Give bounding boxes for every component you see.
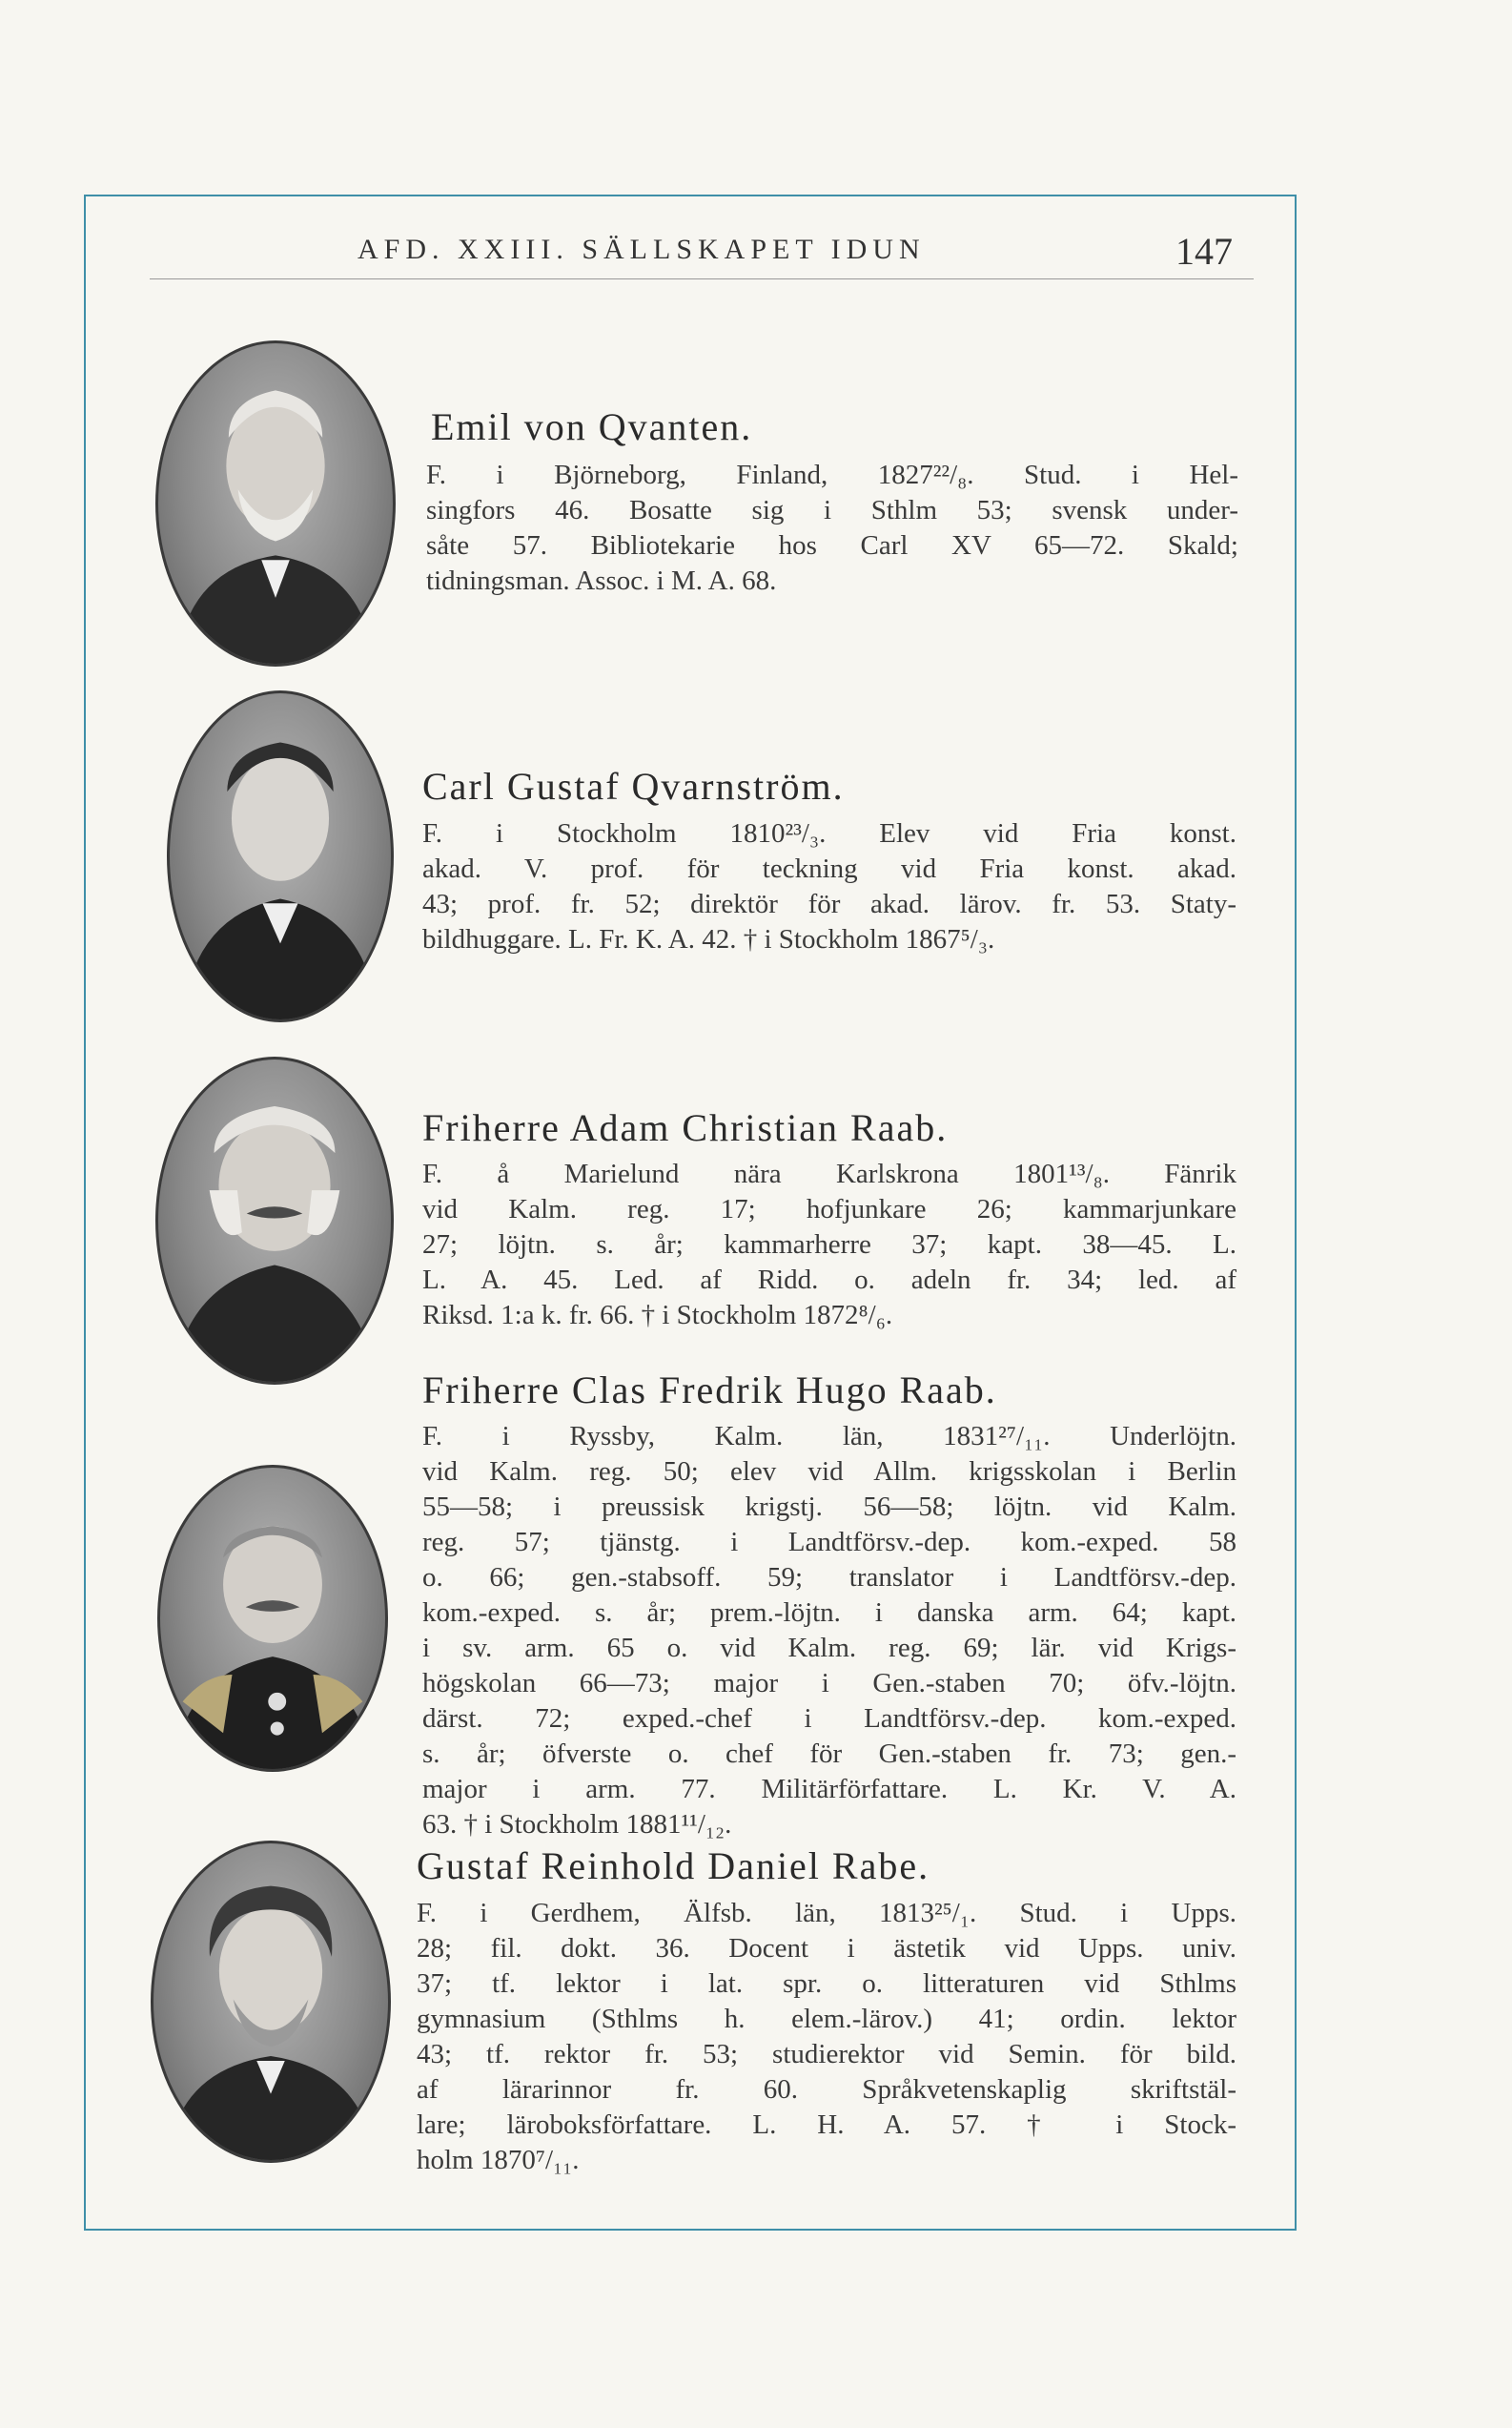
- bio-line: Riksd. 1:a k. fr. 66. † i Stockholm 1872⁸/₆.: [422, 1300, 893, 1330]
- portrait-photo-icon: [155, 1057, 394, 1385]
- page-number: 147: [1175, 230, 1233, 273]
- bio-line: tidningsman. Assoc. i M. A. 68.: [426, 566, 777, 596]
- entry-biography: [422, 1419, 1236, 1842]
- bio-line: holm 1870⁷/₁₁.: [417, 2145, 580, 2175]
- bio-line: F. i Björneborg, Finland, 1827²²/₈. Stud. i Hel-: [426, 460, 1238, 490]
- entry-name: Emil von Qvanten.: [431, 405, 753, 448]
- portrait-photo-icon: [167, 690, 394, 1022]
- bio-line: högskolan 66—73; major i Gen.-staben 70; öfv.-löjtn.: [422, 1668, 1236, 1698]
- bio-line: såte 57. Bibliotekarie hos Carl XV 65—72. Skald;: [426, 530, 1238, 561]
- bio-line: s. år; öfverste o. chef för Gen.-staben fr. 73; gen.-: [422, 1739, 1236, 1769]
- bio-line: L. A. 45. Led. af Ridd. o. adeln fr. 34; led. af: [422, 1265, 1236, 1295]
- bio-line: akad. V. prof. för teckning vid Fria konst. akad.: [422, 854, 1236, 884]
- bio-line: F. i Gerdhem, Älfsb. län, 1813²⁵/₁. Stud. i Upps.: [417, 1898, 1236, 1928]
- entry-biography: [422, 1157, 1236, 1333]
- running-head: AFD. XXIII. SÄLLSKAPET IDUN: [358, 234, 926, 265]
- bio-line: F. å Marielund nära Karlskrona 1801¹³/₈. Fänrik: [422, 1159, 1236, 1189]
- portrait-photo-icon: [151, 1841, 391, 2163]
- entry-biography: [422, 816, 1236, 957]
- bio-line: reg. 57; tjänstg. i Landtförsv.-dep. kom.-exped. 58: [422, 1527, 1236, 1557]
- bio-line: 27; löjtn. s. år; kammarherre 37; kapt. 38—45. L.: [422, 1229, 1236, 1260]
- entry-biography: [417, 1896, 1236, 2178]
- bio-line: i sv. arm. 65 o. vid Kalm. reg. 69; lär. vid Krigs-: [422, 1633, 1236, 1663]
- bio-line: 37; tf. lektor i lat. spr. o. litteraturen vid Sthlms: [417, 1968, 1236, 1999]
- bio-line: därst. 72; exped.-chef i Landtförsv.-dep. kom.-exped.: [422, 1703, 1236, 1734]
- bio-line: major i arm. 77. Militärförfattare. L. Kr. V. A.: [422, 1774, 1236, 1804]
- entry-name: Gustaf Reinhold Daniel Rabe.: [417, 1844, 930, 1887]
- bio-line: F. i Ryssby, Kalm. län, 1831²⁷/₁₁. Underlöjtn.: [422, 1421, 1236, 1451]
- bio-line: af lärarinnor fr. 60. Språkvetenskaplig skriftstäl-: [417, 2074, 1236, 2105]
- bio-line: bildhuggare. L. Fr. K. A. 42. † i Stockholm 1867⁵/₃.: [422, 924, 995, 955]
- bio-line: 43; tf. rektor fr. 53; studierektor vid Semin. för bild.: [417, 2039, 1236, 2069]
- bio-line: vid Kalm. reg. 17; hofjunkare 26; kammarjunkare: [422, 1194, 1236, 1224]
- entry-name: Friherre Clas Fredrik Hugo Raab.: [422, 1368, 997, 1411]
- bio-line: 43; prof. fr. 52; direktör för akad. lärov. fr. 53. Staty-: [422, 889, 1236, 919]
- portrait-photo-icon: [157, 1465, 388, 1772]
- header-rule: [150, 278, 1254, 279]
- bio-line: singfors 46. Bosatte sig i Sthlm 53; svensk under-: [426, 495, 1238, 525]
- portrait-photo-icon: [155, 340, 396, 667]
- bio-line: vid Kalm. reg. 50; elev vid Allm. krigsskolan i Berlin: [422, 1456, 1236, 1487]
- bio-line: 63. † i Stockholm 1881¹¹/₁₂.: [422, 1809, 732, 1840]
- entry-name: Friherre Adam Christian Raab.: [422, 1106, 949, 1149]
- bio-line: o. 66; gen.-stabsoff. 59; translator i Landtförsv.-dep.: [422, 1562, 1236, 1593]
- bio-line: 28; fil. dokt. 36. Docent i ästetik vid Upps. univ.: [417, 1933, 1236, 1964]
- bio-line: lare; läroboksförfattare. L. H. A. 57. † i Stock-: [417, 2109, 1236, 2140]
- bio-line: F. i Stockholm 1810²³/₃. Elev vid Fria konst.: [422, 818, 1236, 849]
- bio-line: kom.-exped. s. år; prem.-löjtn. i danska arm. 64; kapt.: [422, 1597, 1236, 1628]
- entry-name: Carl Gustaf Qvarnström.: [422, 765, 845, 808]
- entry-biography: [426, 458, 1238, 599]
- bio-line: gymnasium (Sthlms h. elem.-lärov.) 41; ordin. lektor: [417, 2004, 1236, 2034]
- bio-line: 55—58; i preussisk krigstj. 56—58; löjtn. vid Kalm.: [422, 1492, 1236, 1522]
